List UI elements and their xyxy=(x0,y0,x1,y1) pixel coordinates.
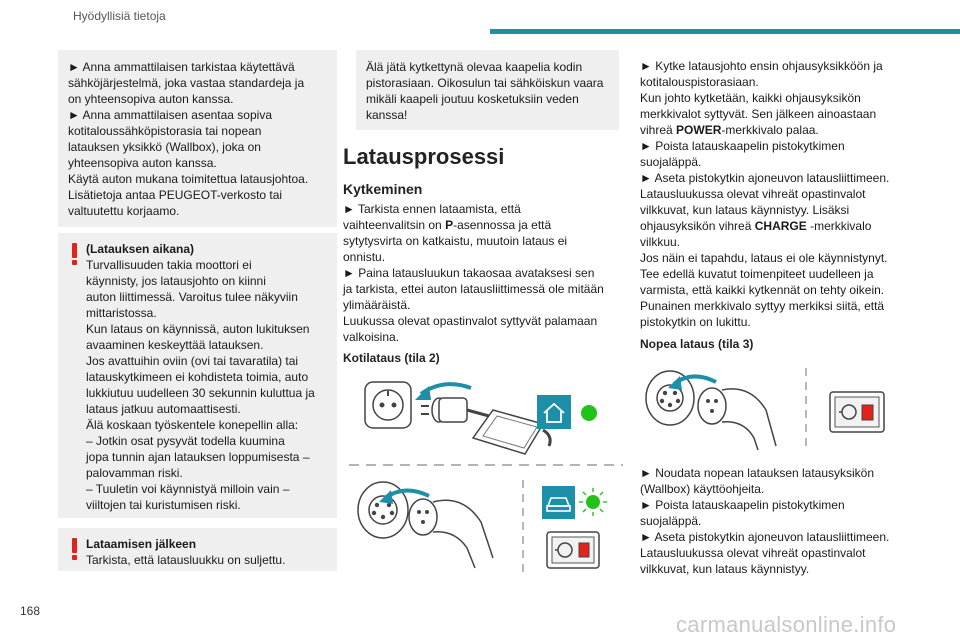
line: ► Noudata nopean latauksen latausyksikön xyxy=(640,466,875,480)
home-icon xyxy=(537,395,571,429)
line: – Tuuletin voi käynnistyä milloin vain – xyxy=(86,482,290,496)
home-charging-illustration xyxy=(343,372,628,578)
charging-led-icon xyxy=(579,488,607,516)
home-charging-paragraph xyxy=(640,58,940,330)
line: Jos näin ei tapahdu, lataus ei ole käynnistynyt. xyxy=(640,251,888,265)
line: mittaristossa. xyxy=(86,306,157,320)
line: ► Tarkista ennen lataamista, että xyxy=(343,202,521,216)
line: ohjausyksikön vihreä CHARGE -merkkivalo xyxy=(640,219,872,233)
line: palovamman riski. xyxy=(86,466,183,480)
line: lukkiutuu uudelleen 30 sekunnin kuluttua ja xyxy=(86,386,315,400)
line: auton liittimessä. Varoitus tulee näkyviin xyxy=(86,290,298,304)
line: Jos avattuihin oviin (ovi tai tavaratila) tai xyxy=(86,354,299,368)
line: mikäli kaapeli joutuu kosketuksiin veden xyxy=(366,92,579,106)
line: Punainen merkkivalo syttyy merkiksi siitä, että xyxy=(640,299,885,313)
lock-indicator-icon xyxy=(830,392,884,432)
line: latauskytkimeen ei kohdisteta toimia, auto xyxy=(86,370,309,384)
line: Latausluukussa olevat vihreät opastinvalot xyxy=(640,187,866,201)
line: Älä jätä kytkettynä olevaa kaapelia kodin xyxy=(366,60,583,74)
line: vilkkuvat, kun lataus käynnistyy. Lisäksi xyxy=(640,203,850,217)
line: avaaminen keskeyttää latauksen. xyxy=(86,338,264,352)
header-accent-bar xyxy=(490,29,960,34)
line: on yhteensopiva auton kanssa. xyxy=(68,92,234,106)
line: Tarkista, että latausluukku on suljettu. xyxy=(86,553,286,567)
fast-charging-paragraph xyxy=(640,465,940,577)
charging-connector-icon xyxy=(409,499,493,568)
line: suojaläppä. xyxy=(640,155,702,169)
line: suojaläppä. xyxy=(640,514,702,528)
line: viiltojen tai kuristumisen riski. xyxy=(86,498,241,512)
home-charging-title: Kotilataus (tila 2) xyxy=(343,351,440,365)
requirements-box xyxy=(58,50,337,227)
line: ja tarkista, ettei auton latausliittimessä ole mitään xyxy=(343,282,604,296)
line: Tee edellä kuvatut toimenpiteet uudelleen ja xyxy=(640,267,874,281)
charging-connector-icon xyxy=(698,388,776,450)
line: kanssa! xyxy=(366,108,408,122)
line: vaihteenvalitsin on P-asennossa ja että xyxy=(343,218,552,232)
line: kotitalouspistorasiaan. xyxy=(640,75,759,89)
line: – Jotkin osat pysyvät todella kuumina xyxy=(86,434,285,448)
line: ► Paina latausluukun takaosaa avataksesi sen xyxy=(343,266,595,280)
line: Käytä auton mukana toimitettua latausjohtoa. xyxy=(68,172,309,186)
line: pistorasiaan. Oikosulun tai sähköiskun vaara xyxy=(366,76,604,90)
line: Kun johto kytketään, kaikki ohjausyksikön xyxy=(640,91,861,105)
line: vihreä POWER-merkkivalo palaa. xyxy=(640,123,819,137)
line: sähköjärjestelmä, joka vastaa standardeja ja xyxy=(68,76,305,90)
line: ► Poista latauskaapelin pistokytkimen xyxy=(640,139,845,153)
line: lataus jatkuu automaattisesti. xyxy=(86,402,241,416)
line: vilkkuvat, kun lataus käynnistyy. xyxy=(640,562,810,576)
warning-after-charging xyxy=(58,528,337,571)
warning-during-charging xyxy=(58,233,337,518)
vehicle-icon xyxy=(542,486,575,519)
line: Älä koskaan työskentele konepellin alla: xyxy=(86,418,299,432)
line: pistokytkin on lukittu. xyxy=(640,315,751,329)
line: (Wallbox) käyttöohjeita. xyxy=(640,482,765,496)
lock-indicator-icon xyxy=(547,532,599,568)
line: valtuutettu korjaamo. xyxy=(68,204,180,218)
line: Turvallisuuden takia moottori ei xyxy=(86,258,252,272)
line: ► Kytke latausjohto ensin ohjausyksikköön ja xyxy=(640,59,883,73)
line: Latausluukussa olevat vihreät opastinvalot xyxy=(640,546,866,560)
fast-charging-illustration xyxy=(640,362,930,452)
section-title: Latausprosessi xyxy=(343,144,505,169)
line: Kun lataus on käynnissä, auton lukituksen xyxy=(86,322,310,336)
line: ► Poista latauskaapelin pistokytkimen xyxy=(640,498,845,512)
warning-title: (Latauksen aikana) xyxy=(86,242,195,256)
warning-title: Lataamisen jälkeen xyxy=(86,537,197,551)
line: merkkivalot syttyvät. Sen jälkeen ainoastaan xyxy=(640,107,877,121)
line: onnistu. xyxy=(343,250,386,264)
line: ► Anna ammattilaisen tarkistaa käytettävä xyxy=(68,60,295,74)
line: latauksen yksikkö (Wallbox), joka on xyxy=(68,140,261,154)
line: käynnisty, jos latausjohto on kiinni xyxy=(86,274,266,288)
line: ► Aseta pistokytkin ajoneuvon latausliittimeen. xyxy=(640,171,890,185)
subsection-title: Kytkeminen xyxy=(343,181,423,197)
line: valkoisina. xyxy=(343,330,400,344)
line: ylimääräistä. xyxy=(343,298,411,312)
line: Luukussa olevat opastinvalot syttyvät palamaan xyxy=(343,314,598,328)
wall-socket-icon xyxy=(365,382,411,428)
warning-icon xyxy=(71,243,78,265)
line: vilkkuu. xyxy=(640,235,681,249)
line: kotitaloussähköpistorasia tai nopean xyxy=(68,124,262,138)
watermark: carmanualsonline.info xyxy=(676,612,897,637)
line: Lisätietoja antaa PEUGEOT-verkosto tai xyxy=(68,188,283,202)
line: ► Anna ammattilaisen asentaa sopiva xyxy=(68,108,272,122)
page-number: 168 xyxy=(20,604,41,618)
home-plug-icon xyxy=(421,398,489,422)
connecting-paragraph xyxy=(343,201,628,345)
line: yhteensopiva auton kanssa. xyxy=(68,156,217,170)
header-title: Hyödyllisiä tietoja xyxy=(73,9,166,23)
line: sytytysvirta on katkaistu, muutoin lataus ei xyxy=(343,234,568,248)
fast-charging-title: Nopea lataus (tila 3) xyxy=(640,337,754,351)
line: ► Aseta pistokytkin ajoneuvon latausliittimeen. xyxy=(640,530,890,544)
warning-icon xyxy=(71,538,78,560)
cable-warning-box xyxy=(356,50,619,130)
power-led-icon xyxy=(581,405,597,421)
line: varmista, että kaikki kytkennät on tehty oikein. xyxy=(640,283,885,297)
line: jopa tunnin ajan latauksen loppumisesta – xyxy=(86,450,310,464)
